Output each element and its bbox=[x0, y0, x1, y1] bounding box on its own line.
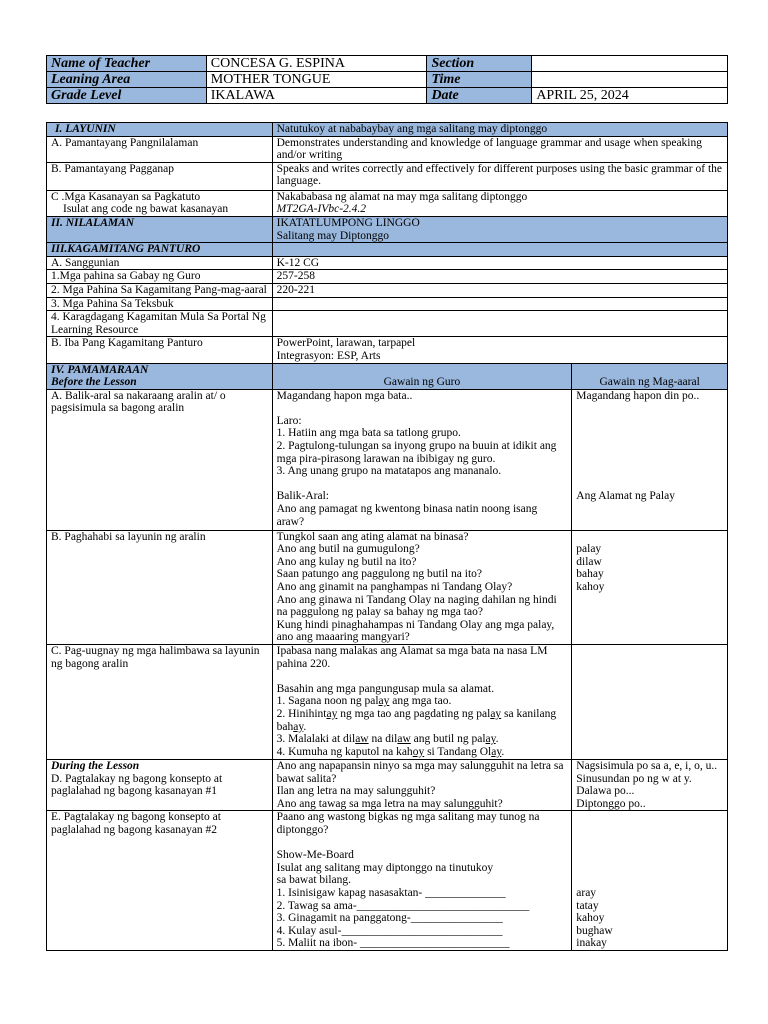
text-line: Balik-Aral: bbox=[276, 490, 329, 503]
text-line: Ilan ang letra na may salungguhit? bbox=[276, 785, 436, 798]
grade-value: IKALAWA bbox=[206, 88, 427, 104]
text-line: Ano ang ginawa ni Tandang Olay na naging dahilan ng hindi na paggulong ng palay sa bahay ng mga tao? bbox=[276, 593, 557, 619]
before-lesson-label: Before the Lesson bbox=[51, 376, 137, 389]
iba-pang-kagamitan-line2: Integrasyon: ESP, Arts bbox=[276, 349, 381, 362]
lr-portal-label: 4. Karagdagang Kagamitan Mula Sa Portal Ng Learning Resource bbox=[47, 311, 273, 337]
pag-uugnay-mag-aaral bbox=[572, 645, 728, 760]
diphthong-underline: ay bbox=[378, 695, 390, 708]
pamantayang-pagganap-label: B. Pamantayang Pagganap bbox=[47, 162, 273, 190]
text-line: Kung hindi pinaghahampas ni Tandang Olay ang mga palay, ano ang maaaring mangyari? bbox=[276, 618, 555, 644]
text-part: . bbox=[495, 733, 499, 746]
text-line: Ano ang pamagat ng kwentong binasa natin noong isang araw? bbox=[276, 503, 538, 528]
answer: kahoy bbox=[576, 912, 605, 925]
text-part: na dil bbox=[368, 733, 398, 746]
text-line: Ang Alamat ng Palay bbox=[576, 490, 675, 503]
nilalaman-value-line2: Salitang may Diptonggo bbox=[276, 229, 390, 242]
text-part: sa kanilang bah bbox=[276, 708, 557, 733]
pagtalakay-2-guro bbox=[272, 811, 572, 951]
balik-aral-label: A. Balik-aral sa nakaraang aralin at/ o pagsisimula sa bagong aralin bbox=[47, 389, 273, 530]
text-line: palay bbox=[576, 543, 602, 556]
text-line: Ano ang butil na gumugulong? bbox=[276, 543, 420, 556]
text-part: ang mga tao. bbox=[389, 695, 452, 708]
list-item: 1. Isinisigaw kapag nasasaktan- ______________ bbox=[276, 886, 506, 899]
iba-pang-kagamitan-line1: PowerPoint, larawan, tarpapel bbox=[276, 337, 416, 350]
text-part: 3. Malalaki at dil bbox=[276, 733, 356, 746]
diphthong-underline: ay bbox=[491, 745, 502, 758]
text-line: Nagsisimula po sa a, e, i, o, u.. Sinusundan po ng w at y. bbox=[576, 760, 718, 785]
text-part: ng mga tao ang pagdating ng pal bbox=[337, 708, 491, 720]
pagtalakay-2-mag-aaral bbox=[572, 811, 728, 951]
iba-pang-kagamitan-label: B. Iba Pang Kagamitang Panturo bbox=[47, 337, 273, 363]
sentence-2 bbox=[277, 708, 568, 733]
layunin-title-value: Natutukoy at nababaybay ang mga salitang may diptonggo bbox=[272, 123, 727, 137]
area-label: Leaning Area bbox=[47, 72, 207, 88]
text-line: Ipabasa nang malakas ang Alamat sa mga bata na nasa LM pahina 220. bbox=[276, 645, 548, 670]
paghahabi-mag-aaral bbox=[572, 530, 728, 644]
gabay-guro-value: 257-258 bbox=[272, 270, 727, 284]
teacher-value: CONCESA G. ESPINA bbox=[206, 56, 427, 72]
diphthong-underline: ay bbox=[485, 733, 496, 746]
section-value bbox=[532, 56, 728, 72]
text-line: kahoy bbox=[576, 581, 605, 594]
sanggunian-label: A. Sanggunian bbox=[47, 256, 273, 270]
time-value bbox=[532, 72, 728, 88]
answer: aray bbox=[576, 886, 597, 899]
list-item: 3. Ginagamit na panggatong-________________ bbox=[276, 912, 503, 925]
text-part: 1. Sagana noon ng pal bbox=[276, 695, 379, 708]
balik-aral-mag-aaral bbox=[572, 389, 728, 530]
text-line: sa bawat bilang. bbox=[276, 874, 352, 887]
kagamitan-title: III.KAGAMITANG PANTURO bbox=[47, 243, 273, 257]
text-part: 2. Hinihint bbox=[276, 708, 327, 720]
diphthong-underline: aw bbox=[397, 733, 411, 746]
iba-pang-kagamitan-value bbox=[272, 337, 727, 363]
kasanayan-label bbox=[47, 190, 273, 216]
text-line: Isulat ang salitang may diptonggo na tinutukoy bbox=[276, 861, 494, 874]
kasanayan-label-line2: Isulat ang code ng bawat kasanayan bbox=[63, 203, 229, 216]
teksbuk-label: 3. Mga Pahina Sa Teksbuk bbox=[47, 297, 273, 311]
balik-aral-guro bbox=[272, 389, 572, 530]
text-line: Paano ang wastong bigkas ng mga salitang may tunog na diptonggo? bbox=[276, 811, 540, 836]
text-part: 4. Kumuha ng kaputol na kah bbox=[276, 745, 413, 758]
text-line: Basahin ang mga pangungusap mula sa alamat. bbox=[276, 682, 495, 695]
area-value: MOTHER TONGUE bbox=[206, 72, 427, 88]
text-line: Saan patungo ang paggulong ng butil na ito? bbox=[276, 568, 482, 581]
pagtalakay-1-text: D. Pagtalakay ng bagong konsepto at paglalahad ng bagong kasanayan #1 bbox=[51, 772, 223, 798]
lr-portal-value bbox=[272, 311, 727, 337]
text-part: . bbox=[303, 720, 307, 733]
sentence-4 bbox=[277, 746, 568, 759]
answer: inakay bbox=[576, 937, 607, 950]
kagamitan-title-empty bbox=[272, 243, 727, 257]
answer: bughaw bbox=[576, 924, 613, 937]
nilalaman-title: II. NILALAMAN bbox=[47, 216, 273, 242]
text-part: si Tandang Ol bbox=[424, 745, 492, 758]
text-line: Diptonggo po.. bbox=[576, 797, 646, 810]
pag-uugnay-label: C. Pag-uugnay ng mga halimbawa sa layunin ng bagong aralin bbox=[47, 645, 273, 760]
text-line: Show-Me-Board bbox=[276, 849, 354, 862]
paghahabi-label: B. Paghahabi sa layunin ng aralin bbox=[47, 530, 273, 644]
text-line: bahay bbox=[576, 568, 604, 581]
pamantayang-pangnilalaman-value: Demonstrates understanding and knowledge of language grammar and usage when speaking and/or writing bbox=[272, 136, 727, 162]
gawain-mag-aaral-header: Gawain ng Mag-aaral bbox=[572, 363, 728, 389]
section-label: Section bbox=[427, 56, 532, 72]
pag-uugnay-guro bbox=[272, 645, 572, 760]
text-line: dilaw bbox=[576, 555, 602, 568]
diphthong-underline: aw bbox=[355, 733, 369, 746]
kasanayan-value bbox=[272, 190, 727, 216]
diphthong-underline: oy bbox=[412, 745, 425, 758]
diphthong-underline: ay bbox=[326, 708, 338, 720]
kagamitang-mag-aaral-value: 220-221 bbox=[272, 283, 727, 297]
text-line: 3. Ang unang grupo na matatapos ang mananalo. bbox=[276, 465, 502, 478]
pagtalakay-1-label bbox=[47, 760, 273, 811]
text-line: Ano ang ginamit na panghampas ni Tandang Olay? bbox=[276, 581, 513, 594]
pagtalakay-1-guro bbox=[272, 760, 572, 811]
nilalaman-value-line1: IKATATLUMPONG LINGGO bbox=[276, 216, 420, 229]
header-table bbox=[46, 55, 728, 104]
diphthong-underline: ay bbox=[490, 708, 502, 720]
pagtalakay-1-mag-aaral bbox=[572, 760, 728, 811]
date-value: APRIL 25, 2024 bbox=[532, 88, 728, 104]
list-item: 5. Maliit na ibon- __________________________ bbox=[276, 937, 510, 950]
list-item: 2. Tawag sa ama-______________________________ bbox=[276, 899, 530, 912]
sentence-3 bbox=[277, 733, 568, 746]
list-item: 4. Kulay asul-____________________________ bbox=[276, 924, 503, 937]
kagamitang-mag-aaral-label: 2. Mga Pahina Sa Kagamitang Pang-mag-aaral bbox=[47, 283, 273, 297]
paghahabi-guro bbox=[272, 530, 572, 644]
kasanayan-code: MT2GA-IVbc-2.4.2 bbox=[276, 203, 367, 216]
text-line: Magandang hapon mga bata.. bbox=[276, 389, 413, 402]
grade-label: Grade Level bbox=[47, 88, 207, 104]
gabay-guro-label: 1.Mga pahina sa Gabay ng Guro bbox=[47, 270, 273, 284]
date-label: Date bbox=[427, 88, 532, 104]
time-label: Time bbox=[427, 72, 532, 88]
text-line: Tungkol saan ang ating alamat na binasa? bbox=[276, 530, 469, 543]
pamantayang-pagganap-value: Speaks and writes correctly and effectively for different purposes using the basic grammar of the language. bbox=[272, 162, 727, 190]
lesson-plan-table bbox=[46, 122, 728, 951]
during-lesson-label: During the Lesson bbox=[51, 760, 140, 773]
text-part: ang butil ng pal bbox=[410, 733, 486, 746]
gawain-guro-header: Gawain ng Guro bbox=[272, 363, 572, 389]
sanggunian-value: K-12 CG bbox=[272, 256, 727, 270]
text-line: 2. Pagtulong-tulungan sa inyong grupo na buuin at idikit ang mga pira-pirasong larawan na ibibigay ng guro. bbox=[276, 440, 557, 465]
text-line: Magandang hapon din po.. bbox=[576, 389, 700, 402]
sentence-1 bbox=[277, 695, 568, 708]
text-line: Ano ang tawag sa mga letra na may salungguhit? bbox=[276, 797, 503, 810]
nilalaman-value bbox=[272, 216, 727, 242]
answer: tatay bbox=[576, 899, 599, 912]
pamantayang-pangnilalaman-label: A. Pamantayang Pangnilalaman bbox=[47, 136, 273, 162]
text-line: Ano ang kulay ng butil na ito? bbox=[276, 555, 417, 568]
text-line: Ano ang napapansin ninyo sa mga may salungguhit na letra sa bawat salita? bbox=[276, 760, 564, 785]
kasanayan-value-line1: Nakababasa ng alamat na may mga salitang diptonggo bbox=[276, 190, 528, 203]
kasanayan-label-line1: C .Mga Kasanayan sa Pagkatuto bbox=[51, 190, 201, 203]
text-line: Laro: bbox=[276, 414, 302, 427]
pagtalakay-2-label: E. Pagtalakay ng bagong konsepto at paglalahad ng bagong kasanayan #2 bbox=[47, 811, 273, 951]
text-part: . bbox=[501, 745, 505, 758]
layunin-title: I. LAYUNIN bbox=[47, 123, 273, 137]
teksbuk-value bbox=[272, 297, 727, 311]
diphthong-underline: ay bbox=[293, 720, 304, 733]
pamamaraan-title: IV. PAMAMARAAN bbox=[51, 363, 149, 376]
teacher-label: Name of Teacher bbox=[47, 56, 207, 72]
text-line: Dalawa po... bbox=[576, 785, 635, 798]
pamamaraan-title-cell bbox=[47, 363, 273, 389]
text-line: 1. Hatiin ang mga bata sa tatlong grupo. bbox=[276, 427, 461, 440]
